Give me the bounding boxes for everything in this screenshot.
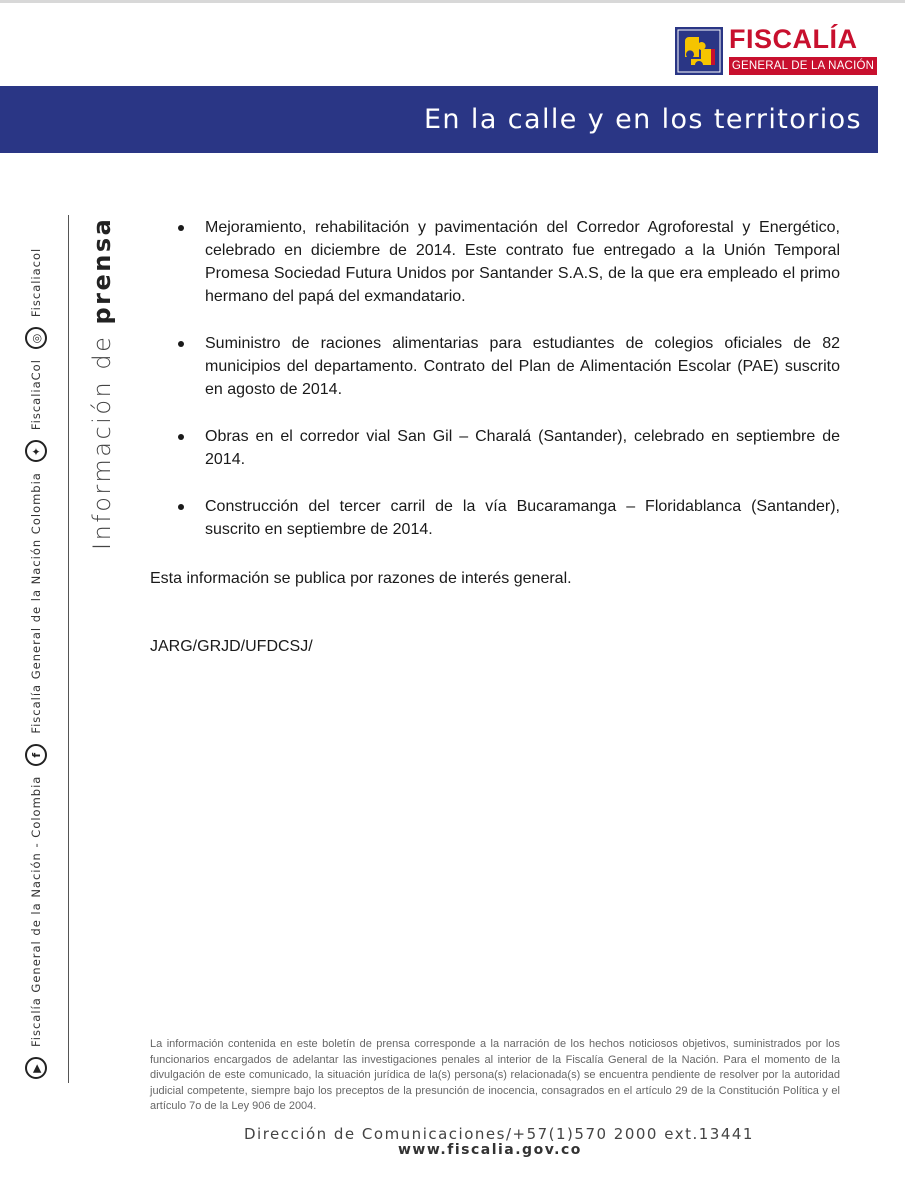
bullet-icon <box>178 504 184 510</box>
contracts-list <box>175 216 840 565</box>
website-link[interactable]: www.fiscalia.gov.co <box>398 1142 582 1158</box>
header-banner <box>0 86 878 153</box>
contact-line: Dirección de Comunicaciones/+57(1)570 2000 ext.13441 <box>244 1125 754 1143</box>
facebook-icon[interactable]: f <box>25 744 47 766</box>
banner-slogan: En la calle y en los territorios <box>423 104 862 135</box>
list-item <box>175 216 840 308</box>
instagram-handle: Fiscaliacol <box>29 247 43 318</box>
fiscalia-logo <box>673 25 878 77</box>
instagram-icon[interactable]: ◎ <box>25 327 47 349</box>
list-item-text: Mejoramiento, rehabilitación y pavimentación del Corredor Agroforestal y Energético, celebrado en diciembre de 2014. Este contrato fue entregado a la Unión Temporal Promesa Sociedad Futura Unidos por Santander S.A.S, de la que era empleado el primo hermano del papá del exmandatario. <box>205 219 840 305</box>
org-name-text: Fiscalía General de la Nación - Colombia <box>29 775 43 1047</box>
section-label-light: Información de <box>88 324 116 550</box>
puzzle-shield-icon <box>675 27 723 75</box>
list-item <box>175 332 840 401</box>
facebook-handle: Fiscalía General de la Nación Colombia <box>29 472 43 734</box>
list-item-text: Obras en el corredor vial San Gil – Charalá (Santander), celebrado en septiembre de 2014. <box>205 428 840 468</box>
list-item <box>175 425 840 471</box>
sidebar-divider <box>68 215 69 1083</box>
twitter-handle: FiscaliaCol <box>29 359 43 431</box>
legal-disclaimer: La información contenida en este boletín de prensa corresponde a la narración de los hechos noticiosos objetivos, suministrados por los funcionarios encargados de adelantar las investigaciones penales al interior de la Fiscalía General de la Nación. Para el momento de la divulgación de este comunicado, la situación jurídica de la(s) persona(s) relacionada(s) se encuentra pendiente de resolver por la autoridad judicial competente, siempre bajo los preceptos de la presunción de inocencia, consagrados en el artículo 29 de la Constitución Política y el artículo 7o de la Ley 906 de 2004. <box>150 1038 840 1112</box>
section-label <box>82 210 122 550</box>
closing-paragraph: Esta información se publica por razones de interés general. <box>150 570 572 587</box>
top-border <box>0 0 905 3</box>
social-sidebar <box>18 215 54 1085</box>
bullet-icon <box>178 341 184 347</box>
section-label-bold: prensa <box>88 216 116 325</box>
bullet-icon <box>178 434 184 440</box>
author-initials: JARG/GRJD/UFDCSJ/ <box>150 638 313 655</box>
list-item <box>175 495 840 541</box>
twitter-icon[interactable]: ✦ <box>25 440 47 462</box>
list-item-text: Construcción del tercer carril de la vía Bucaramanga – Floridablanca (Santander), suscrito en septiembre de 2014. <box>205 498 840 538</box>
logo-subtitle: GENERAL DE LA NACIÓN <box>729 57 877 75</box>
list-item-text: Suministro de raciones alimentarias para estudiantes de colegios oficiales de 82 municipios del departamento. Contrato del Plan de Alimentación Escolar (PAE) suscrito en agosto de 2014. <box>205 335 840 398</box>
bullet-icon <box>178 225 184 231</box>
logo-title: FISCALÍA <box>729 24 858 54</box>
youtube-icon[interactable]: ▶ <box>25 1057 47 1079</box>
